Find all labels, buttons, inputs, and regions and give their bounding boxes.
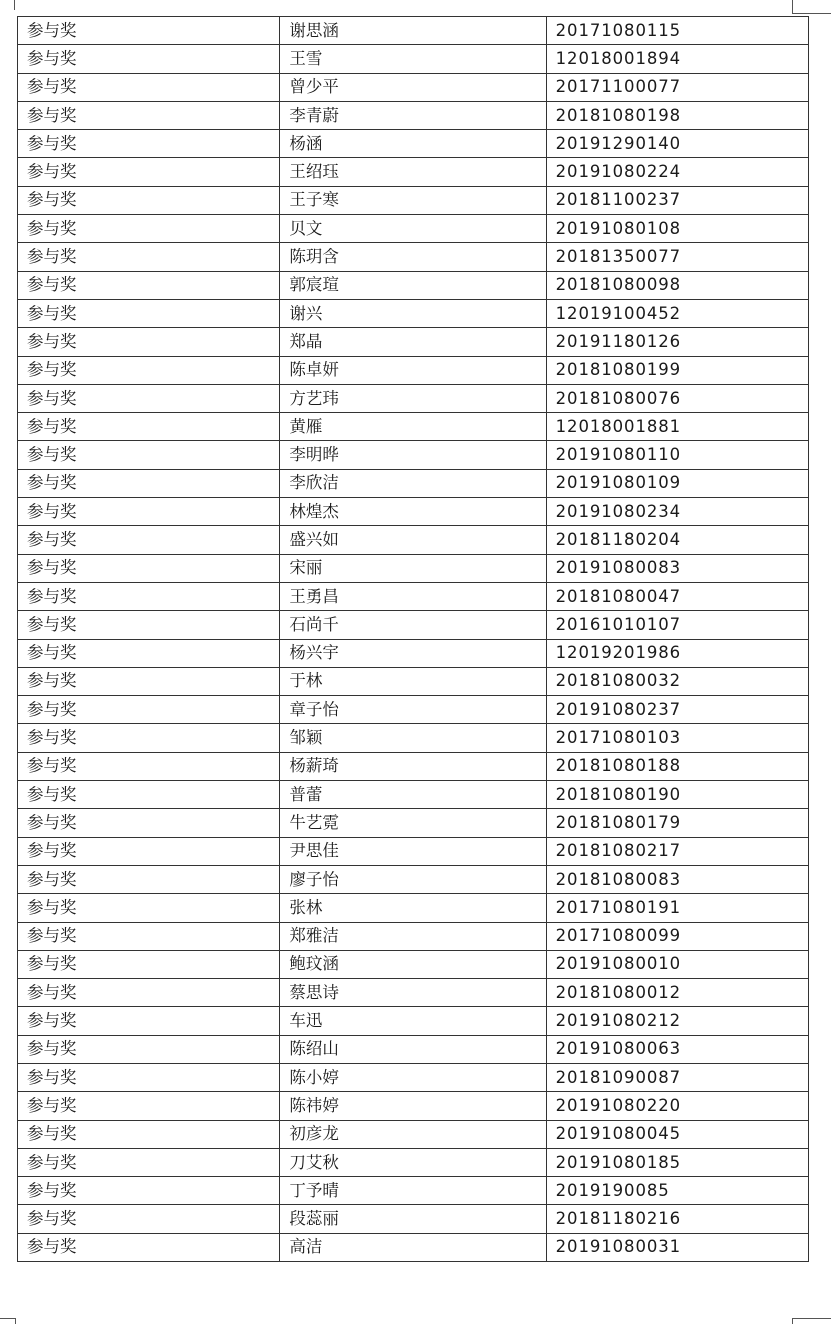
table-row bbox=[18, 809, 809, 837]
award-cell: 参与奖 bbox=[18, 922, 280, 950]
table-row bbox=[18, 441, 809, 469]
student-id-cell: 2019190085 bbox=[546, 1177, 808, 1205]
name-cell: 郑晶 bbox=[280, 328, 546, 356]
student-id-cell: 20181080188 bbox=[546, 752, 808, 780]
table-row bbox=[18, 1148, 809, 1176]
name-cell: 尹思佳 bbox=[280, 837, 546, 865]
student-id-cell: 20191290140 bbox=[546, 130, 808, 158]
table-row bbox=[18, 667, 809, 695]
table-row bbox=[18, 215, 809, 243]
student-id-cell: 20181080083 bbox=[546, 865, 808, 893]
table-row bbox=[18, 186, 809, 214]
student-id-cell: 20191080212 bbox=[546, 1007, 808, 1035]
name-cell: 刀艾秋 bbox=[280, 1148, 546, 1176]
student-id-cell: 20191080237 bbox=[546, 696, 808, 724]
student-id-cell: 20171080191 bbox=[546, 894, 808, 922]
student-id-cell: 20181080199 bbox=[546, 356, 808, 384]
student-id-cell: 20181080076 bbox=[546, 384, 808, 412]
table-row bbox=[18, 299, 809, 327]
award-cell: 参与奖 bbox=[18, 1233, 280, 1261]
table-row bbox=[18, 639, 809, 667]
award-cell: 参与奖 bbox=[18, 781, 280, 809]
student-id-cell: 20161010107 bbox=[546, 611, 808, 639]
award-cell: 参与奖 bbox=[18, 1063, 280, 1091]
table-row bbox=[18, 101, 809, 129]
award-cell: 参与奖 bbox=[18, 696, 280, 724]
student-id-cell: 12018001881 bbox=[546, 413, 808, 441]
award-cell: 参与奖 bbox=[18, 17, 280, 45]
name-cell: 陈绍山 bbox=[280, 1035, 546, 1063]
student-id-cell: 20191080109 bbox=[546, 469, 808, 497]
name-cell: 方艺玮 bbox=[280, 384, 546, 412]
award-cell: 参与奖 bbox=[18, 809, 280, 837]
table-row bbox=[18, 611, 809, 639]
award-cell: 参与奖 bbox=[18, 865, 280, 893]
award-cell: 参与奖 bbox=[18, 356, 280, 384]
table-row bbox=[18, 1007, 809, 1035]
award-cell: 参与奖 bbox=[18, 979, 280, 1007]
name-cell: 牛艺霓 bbox=[280, 809, 546, 837]
table-row bbox=[18, 696, 809, 724]
name-cell: 林煌杰 bbox=[280, 498, 546, 526]
name-cell: 邹颖 bbox=[280, 724, 546, 752]
table-row bbox=[18, 1205, 809, 1233]
table-row bbox=[18, 894, 809, 922]
table-row bbox=[18, 45, 809, 73]
award-cell: 参与奖 bbox=[18, 1148, 280, 1176]
student-id-cell: 20191080045 bbox=[546, 1120, 808, 1148]
name-cell: 陈玥含 bbox=[280, 243, 546, 271]
table-row bbox=[18, 554, 809, 582]
student-id-cell: 20171080099 bbox=[546, 922, 808, 950]
student-id-cell: 20191080224 bbox=[546, 158, 808, 186]
student-id-cell: 20191080010 bbox=[546, 950, 808, 978]
table-row bbox=[18, 1233, 809, 1261]
award-cell: 参与奖 bbox=[18, 498, 280, 526]
name-cell: 谢思涵 bbox=[280, 17, 546, 45]
table-row bbox=[18, 469, 809, 497]
student-id-cell: 20191080234 bbox=[546, 498, 808, 526]
student-id-cell: 20191080220 bbox=[546, 1092, 808, 1120]
name-cell: 李明晔 bbox=[280, 441, 546, 469]
name-cell: 张林 bbox=[280, 894, 546, 922]
award-cell: 参与奖 bbox=[18, 611, 280, 639]
table-row bbox=[18, 950, 809, 978]
award-cell: 参与奖 bbox=[18, 413, 280, 441]
table-row bbox=[18, 582, 809, 610]
crop-mark-bottom-left bbox=[0, 1318, 16, 1319]
name-cell: 王雪 bbox=[280, 45, 546, 73]
student-id-cell: 20181180216 bbox=[546, 1205, 808, 1233]
name-cell: 章子怡 bbox=[280, 696, 546, 724]
table-row bbox=[18, 243, 809, 271]
award-cell: 参与奖 bbox=[18, 45, 280, 73]
student-id-cell: 20181080098 bbox=[546, 271, 808, 299]
award-cell: 参与奖 bbox=[18, 752, 280, 780]
crop-mark-top-right bbox=[792, 0, 793, 14]
award-cell: 参与奖 bbox=[18, 271, 280, 299]
award-cell: 参与奖 bbox=[18, 1177, 280, 1205]
name-cell: 谢兴 bbox=[280, 299, 546, 327]
award-cell: 参与奖 bbox=[18, 667, 280, 695]
award-cell: 参与奖 bbox=[18, 1120, 280, 1148]
table-row bbox=[18, 1177, 809, 1205]
name-cell: 杨兴宇 bbox=[280, 639, 546, 667]
table-row bbox=[18, 922, 809, 950]
award-cell: 参与奖 bbox=[18, 328, 280, 356]
award-cell: 参与奖 bbox=[18, 130, 280, 158]
student-id-cell: 20181090087 bbox=[546, 1063, 808, 1091]
award-table-body bbox=[18, 17, 809, 1262]
student-id-cell: 20191080063 bbox=[546, 1035, 808, 1063]
student-id-cell: 20171080103 bbox=[546, 724, 808, 752]
student-id-cell: 20191180126 bbox=[546, 328, 808, 356]
name-cell: 陈祎婷 bbox=[280, 1092, 546, 1120]
student-id-cell: 20191080108 bbox=[546, 215, 808, 243]
student-id-cell: 20191080031 bbox=[546, 1233, 808, 1261]
table-row bbox=[18, 328, 809, 356]
name-cell: 车迅 bbox=[280, 1007, 546, 1035]
name-cell: 普蕾 bbox=[280, 781, 546, 809]
table-row bbox=[18, 979, 809, 1007]
award-cell: 参与奖 bbox=[18, 243, 280, 271]
award-cell: 参与奖 bbox=[18, 469, 280, 497]
table-row bbox=[18, 413, 809, 441]
award-cell: 参与奖 bbox=[18, 1007, 280, 1035]
name-cell: 丁予晴 bbox=[280, 1177, 546, 1205]
table-row bbox=[18, 752, 809, 780]
award-cell: 参与奖 bbox=[18, 837, 280, 865]
name-cell: 黄雁 bbox=[280, 413, 546, 441]
name-cell: 段蕊丽 bbox=[280, 1205, 546, 1233]
name-cell: 陈卓妍 bbox=[280, 356, 546, 384]
name-cell: 李欣洁 bbox=[280, 469, 546, 497]
name-cell: 鲍玟涵 bbox=[280, 950, 546, 978]
name-cell: 杨薪琦 bbox=[280, 752, 546, 780]
student-id-cell: 12019201986 bbox=[546, 639, 808, 667]
student-id-cell: 20181350077 bbox=[546, 243, 808, 271]
table-row bbox=[18, 356, 809, 384]
award-cell: 参与奖 bbox=[18, 639, 280, 667]
student-id-cell: 20181080012 bbox=[546, 979, 808, 1007]
award-cell: 参与奖 bbox=[18, 1092, 280, 1120]
table-row bbox=[18, 17, 809, 45]
table-row bbox=[18, 130, 809, 158]
table-row bbox=[18, 271, 809, 299]
crop-mark-top-right-h bbox=[792, 13, 831, 14]
student-id-cell: 20191080185 bbox=[546, 1148, 808, 1176]
name-cell: 郭宸瑄 bbox=[280, 271, 546, 299]
name-cell: 初彦龙 bbox=[280, 1120, 546, 1148]
award-cell: 参与奖 bbox=[18, 526, 280, 554]
student-id-cell: 20171080115 bbox=[546, 17, 808, 45]
award-cell: 参与奖 bbox=[18, 186, 280, 214]
student-id-cell: 20181080179 bbox=[546, 809, 808, 837]
student-id-cell: 20181080190 bbox=[546, 781, 808, 809]
table-row bbox=[18, 384, 809, 412]
name-cell: 盛兴如 bbox=[280, 526, 546, 554]
table-row bbox=[18, 498, 809, 526]
student-id-cell: 20181080047 bbox=[546, 582, 808, 610]
award-cell: 参与奖 bbox=[18, 441, 280, 469]
award-cell: 参与奖 bbox=[18, 1035, 280, 1063]
table-row bbox=[18, 1035, 809, 1063]
name-cell: 于林 bbox=[280, 667, 546, 695]
award-cell: 参与奖 bbox=[18, 101, 280, 129]
table-row bbox=[18, 1092, 809, 1120]
table-row bbox=[18, 158, 809, 186]
table-row bbox=[18, 526, 809, 554]
name-cell: 王子寒 bbox=[280, 186, 546, 214]
student-id-cell: 20181080198 bbox=[546, 101, 808, 129]
award-cell: 参与奖 bbox=[18, 384, 280, 412]
student-id-cell: 12018001894 bbox=[546, 45, 808, 73]
table-row bbox=[18, 781, 809, 809]
award-cell: 参与奖 bbox=[18, 724, 280, 752]
award-cell: 参与奖 bbox=[18, 582, 280, 610]
crop-mark-top-left bbox=[14, 0, 15, 10]
award-list-table bbox=[17, 16, 809, 1262]
award-cell: 参与奖 bbox=[18, 554, 280, 582]
name-cell: 陈小婷 bbox=[280, 1063, 546, 1091]
table-row bbox=[18, 724, 809, 752]
student-id-cell: 20191080083 bbox=[546, 554, 808, 582]
name-cell: 高洁 bbox=[280, 1233, 546, 1261]
name-cell: 曾少平 bbox=[280, 73, 546, 101]
student-id-cell: 20171100077 bbox=[546, 73, 808, 101]
student-id-cell: 20181080032 bbox=[546, 667, 808, 695]
award-cell: 参与奖 bbox=[18, 73, 280, 101]
crop-mark-bottom-right-v bbox=[792, 1318, 793, 1324]
award-cell: 参与奖 bbox=[18, 158, 280, 186]
student-id-cell: 20191080110 bbox=[546, 441, 808, 469]
crop-mark-bottom-left-v bbox=[15, 1318, 16, 1324]
name-cell: 王绍珏 bbox=[280, 158, 546, 186]
table-row bbox=[18, 1063, 809, 1091]
table-row bbox=[18, 837, 809, 865]
name-cell: 王勇昌 bbox=[280, 582, 546, 610]
name-cell: 石尚千 bbox=[280, 611, 546, 639]
student-id-cell: 12019100452 bbox=[546, 299, 808, 327]
award-cell: 参与奖 bbox=[18, 1205, 280, 1233]
award-cell: 参与奖 bbox=[18, 950, 280, 978]
award-cell: 参与奖 bbox=[18, 215, 280, 243]
student-id-cell: 20181100237 bbox=[546, 186, 808, 214]
student-id-cell: 20181080217 bbox=[546, 837, 808, 865]
name-cell: 李青蔚 bbox=[280, 101, 546, 129]
award-cell: 参与奖 bbox=[18, 894, 280, 922]
table-row bbox=[18, 865, 809, 893]
student-id-cell: 20181180204 bbox=[546, 526, 808, 554]
crop-mark-bottom-right bbox=[792, 1318, 831, 1319]
name-cell: 杨涵 bbox=[280, 130, 546, 158]
award-cell: 参与奖 bbox=[18, 299, 280, 327]
table-row bbox=[18, 1120, 809, 1148]
name-cell: 宋丽 bbox=[280, 554, 546, 582]
name-cell: 郑雅洁 bbox=[280, 922, 546, 950]
name-cell: 廖子怡 bbox=[280, 865, 546, 893]
table-row bbox=[18, 73, 809, 101]
name-cell: 贝文 bbox=[280, 215, 546, 243]
name-cell: 蔡思诗 bbox=[280, 979, 546, 1007]
